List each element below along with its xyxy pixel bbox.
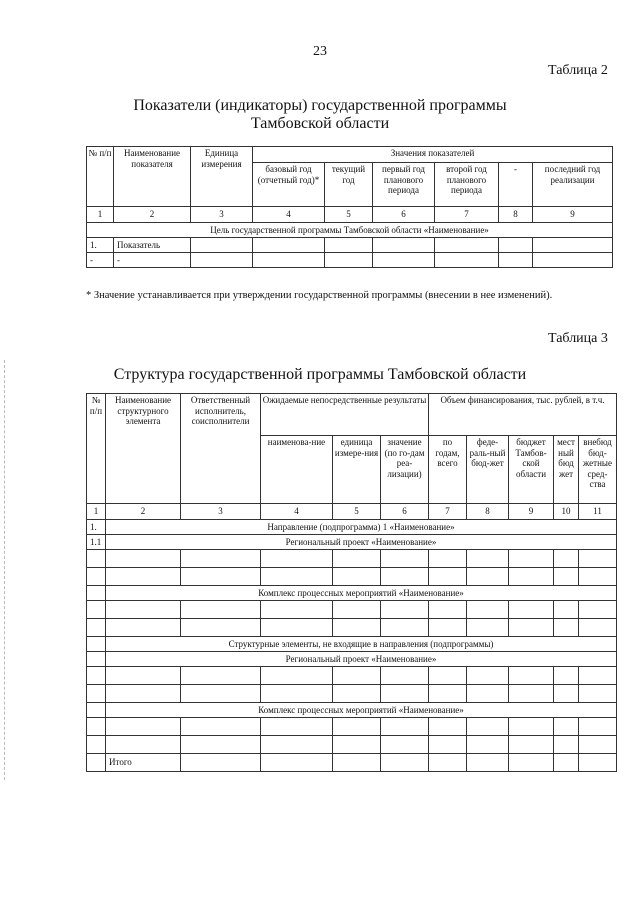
t3-h-by-years: по годам, всего	[429, 436, 467, 504]
t2-row-num: -	[87, 253, 114, 268]
t3-colnum: 9	[509, 504, 554, 520]
t3-colnum: 10	[554, 504, 579, 520]
t3-complex2-row: Комплекс процессных мероприятий «Наименование»	[106, 703, 617, 718]
indicators-table	[86, 146, 613, 268]
t3-direction-row: Направление (подпрограмма) 1 «Наименование»	[106, 520, 617, 535]
t3-colnum: 3	[181, 504, 261, 520]
t3-colnum: 7	[429, 504, 467, 520]
t3-project-num: 1.1	[87, 535, 106, 550]
t2-row-name: -	[114, 253, 191, 268]
t2-h-first: первый год планового периода	[373, 163, 435, 207]
t3-colnum: 2	[106, 504, 181, 520]
t3-colnum: 11	[579, 504, 617, 520]
t3-total-label: Итого	[106, 754, 181, 772]
t2-colnum: 3	[191, 207, 253, 223]
t3-colnum: 6	[381, 504, 429, 520]
t2-colnum: 2	[114, 207, 191, 223]
t2-colnum: 4	[253, 207, 325, 223]
t3-h-unit: единица измере-ния	[333, 436, 381, 504]
table2-label: Таблица 2	[548, 63, 608, 78]
t2-h-current: текущий год	[325, 163, 373, 207]
t2-h-dash: -	[499, 163, 533, 207]
t3-project2-row: Региональный проект «Наименование»	[106, 652, 617, 667]
t3-h-federal: феде-раль-ный бюд-жет	[467, 436, 509, 504]
t3-h-regional: бюджет Тамбов-ской области	[509, 436, 554, 504]
t3-outside-row: Структурные элементы, не входящие в направления (подпрограммы)	[106, 637, 617, 652]
t2-colnum: 7	[435, 207, 499, 223]
t3-h-local: мест ный бюд жет	[554, 436, 579, 504]
scan-margin-line	[4, 360, 6, 780]
t2-h-last: последний год реализации	[533, 163, 613, 207]
t2-h-base: базовый год (отчетный год)*	[253, 163, 325, 207]
table3-label: Таблица 3	[548, 331, 608, 346]
t3-h-expected: Ожидаемые непосредственные результаты	[261, 394, 429, 436]
t2-row-name: Показатель	[114, 238, 191, 253]
t3-h-funding: Объем финансирования, тыс. рублей, в т.ч.	[429, 394, 617, 436]
table3-title: Структура государственной программы Тамбовской области	[113, 366, 527, 383]
t2-h-values: Значения показателей	[253, 147, 613, 163]
t2-row-num: 1.	[87, 238, 114, 253]
table2-footnote: * Значение устанавливается при утверждении государственной программы (внесении в нее изменений).	[86, 290, 553, 301]
t3-complex-row: Комплекс процессных мероприятий «Наименование»	[106, 586, 617, 601]
t2-h-name: Наименование показателя	[114, 147, 191, 207]
t3-colnum: 4	[261, 504, 333, 520]
t3-h-result-name: наименова-ние	[261, 436, 333, 504]
t2-h-num: № п/п	[87, 147, 114, 207]
t3-direction-num: 1.	[87, 520, 106, 535]
table2-title-line2: Тамбовской области	[250, 115, 390, 132]
t3-colnum: 5	[333, 504, 381, 520]
t2-h-second: второй год планового периода	[435, 163, 499, 207]
t3-h-num: № п/п	[87, 394, 106, 504]
t3-h-name: Наименование структурного элемента	[106, 394, 181, 504]
t3-colnum: 8	[467, 504, 509, 520]
t3-project-row: Региональный проект «Наименование»	[106, 535, 617, 550]
t3-h-extra: внебюд бюд-жетные сред-ства	[579, 436, 617, 504]
t3-h-value: значение (по го-дам реа-лизации)	[381, 436, 429, 504]
t2-h-unit: Единица измерения	[191, 147, 253, 207]
t2-colnum: 1	[87, 207, 114, 223]
t3-colnum: 1	[87, 504, 106, 520]
t2-colnum: 6	[373, 207, 435, 223]
page-number: 23	[313, 44, 327, 59]
t2-colnum: 8	[499, 207, 533, 223]
t2-colnum: 9	[533, 207, 613, 223]
table2-title-line1: Показатели (индикаторы) государственной программы	[133, 97, 507, 114]
t2-colnum: 5	[325, 207, 373, 223]
t2-goal-row: Цель государственной программы Тамбовской области «Наименование»	[87, 223, 613, 238]
structure-table	[86, 393, 617, 772]
t3-h-responsible: Ответственный исполнитель, соисполнители	[181, 394, 261, 504]
